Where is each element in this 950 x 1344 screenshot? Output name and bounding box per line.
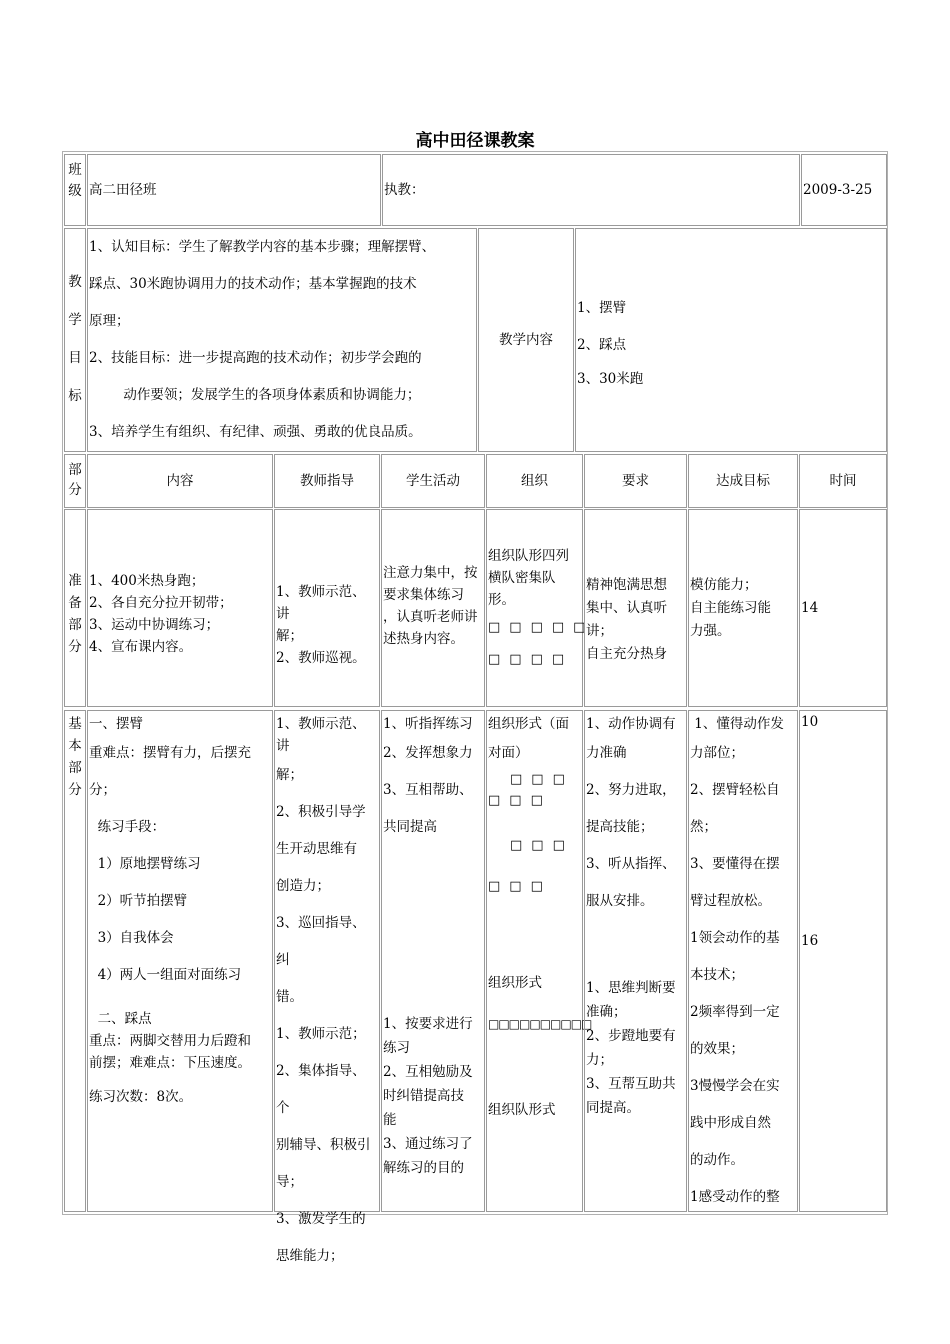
goals-label-cell: 教 学 目 标: [64, 228, 86, 452]
goals-text-cell: 1、认知目标：学生了解教学内容的基本步骤；理解摆臂、 踩点、30米跑协调用力的技术动作；基本掌握跑的技术 原理； 2、技能目标：进一步提高跑的技术动作；初步学会跑的 动作要领；发展学生的各项身体素质和协调能力； 3、培养学生有组织、有纪律、顽强、勇敢的优良品质。: [87, 228, 477, 452]
header-content: 内容: [87, 454, 273, 508]
prep-req-cell: 精神饱满思想 集中、认真听 讲； 自主充分热身: [584, 509, 687, 707]
formation-squares: □□□: [488, 793, 552, 808]
formation-squares: □□□: [488, 879, 552, 894]
org-formation-label: 组织队形式: [488, 1102, 556, 1118]
formation-squares: □□□□□□□□□□: [488, 1017, 592, 1031]
formation-squares: □□□: [510, 772, 574, 787]
formation-squares: □□□: [510, 838, 574, 853]
basic-part-cell: 基 本 部 分: [64, 710, 86, 1212]
formation-squares: □□□□□: [488, 620, 595, 635]
prep-teacher-cell: 1、教师示范、讲 解； 2、教师巡视。: [274, 509, 380, 707]
basic-time-cell: 10 16: [799, 710, 887, 1212]
org-form-label: 组织形式: [488, 975, 542, 991]
prep-goal-cell: 模仿能力； 自主能练习能 力强。: [688, 509, 798, 707]
header-student: 学生活动: [381, 454, 485, 508]
class-label-cell: 班 级: [64, 154, 86, 226]
teaching-content-label-cell: 教学内容: [478, 228, 574, 452]
prep-time-cell: 14: [799, 509, 887, 707]
formation-squares: □□□□: [488, 652, 574, 667]
basic-teacher-cell: 1、教师示范、讲 解； 2、积极引导学 生开动思维有 创造力； 3、巡回指导、纠 错。 1、教师示范； 2、集体指导、个 别辅导、积极引 导； 3、激发学生的 思维能力；: [274, 710, 380, 1212]
prep-content-cell: 1、400米热身跑； 2、各自充分拉开韧带； 3、运动中协调练习； 4、宣布课内容。: [87, 509, 273, 707]
teacher-label: 执教：: [384, 181, 425, 198]
basic-req-cell: 1、动作协调有 力准确 2、努力进取， 提高技能； 3、听从指挥、 服从安排。 1、思维判断要 准确； 2、步蹬地要有 力； 3、互帮互助共 同提高。: [584, 710, 687, 1212]
prep-part-cell: 准 备 部 分: [64, 509, 86, 707]
date-cell: [801, 154, 887, 226]
header-part-cell: 部 分: [64, 454, 86, 508]
basic-org-cell: 组织形式（面 对面） □□□ □□□ □□□ □□□ 组织形式 □□□□□□□□□□ 组织队形式: [486, 710, 583, 1212]
teacher-cell: [382, 154, 800, 226]
basic-goal-cell: 1、懂得动作发 力部位； 2、摆臂轻松自 然； 3、要懂得在摆 臂过程放松。 1领会动作的基 本技术； 2频率得到一定 的效果； 3慢慢学会在实 践中形成自然 的动作。 1感受动作的整: [688, 710, 798, 1212]
basic-content-cell: 一、摆臂 重难点：摆臂有力，后摆充 分； 练习手段： 1）原地摆臂练习 2）听节拍摆臂 3）自我体会 4）两人一组面对面练习 二、踩点 重点：两脚交替用力后蹬和 前摆；难难点：下压速度。 练习次数：8次。: [87, 710, 273, 1212]
lesson-plan-table: [62, 151, 888, 1264]
header-teacher: 教师指导: [274, 454, 380, 508]
header-req: 要求: [584, 454, 687, 508]
header-time: 时间: [799, 454, 887, 508]
teaching-content-cell: 1、摆臂 2、踩点 3、30米跑: [575, 228, 887, 452]
prep-student-cell: 注意力集中，按 要求集体练习 ，认真听老师讲 述热身内容。: [381, 509, 485, 707]
header-goal: 达成目标: [688, 454, 798, 508]
lesson-date: 2009-3-25: [803, 181, 873, 198]
prep-org-cell: 组织队形四列 横队密集队 形。 □□□□□ □□□□: [486, 509, 583, 707]
header-org: 组织: [486, 454, 583, 508]
page-title: 高中田径课教案: [415, 131, 535, 151]
class-name-cell: [87, 154, 381, 226]
class-name: 高二田径班: [89, 181, 157, 198]
basic-student-cell: 1、听指挥练习 2、发挥想象力 3、互相帮助、 共同提高 1、按要求进行 练习 2、互相勉励及 时纠错提高技 能 3、通过练习了 解练习的目的: [381, 710, 485, 1212]
